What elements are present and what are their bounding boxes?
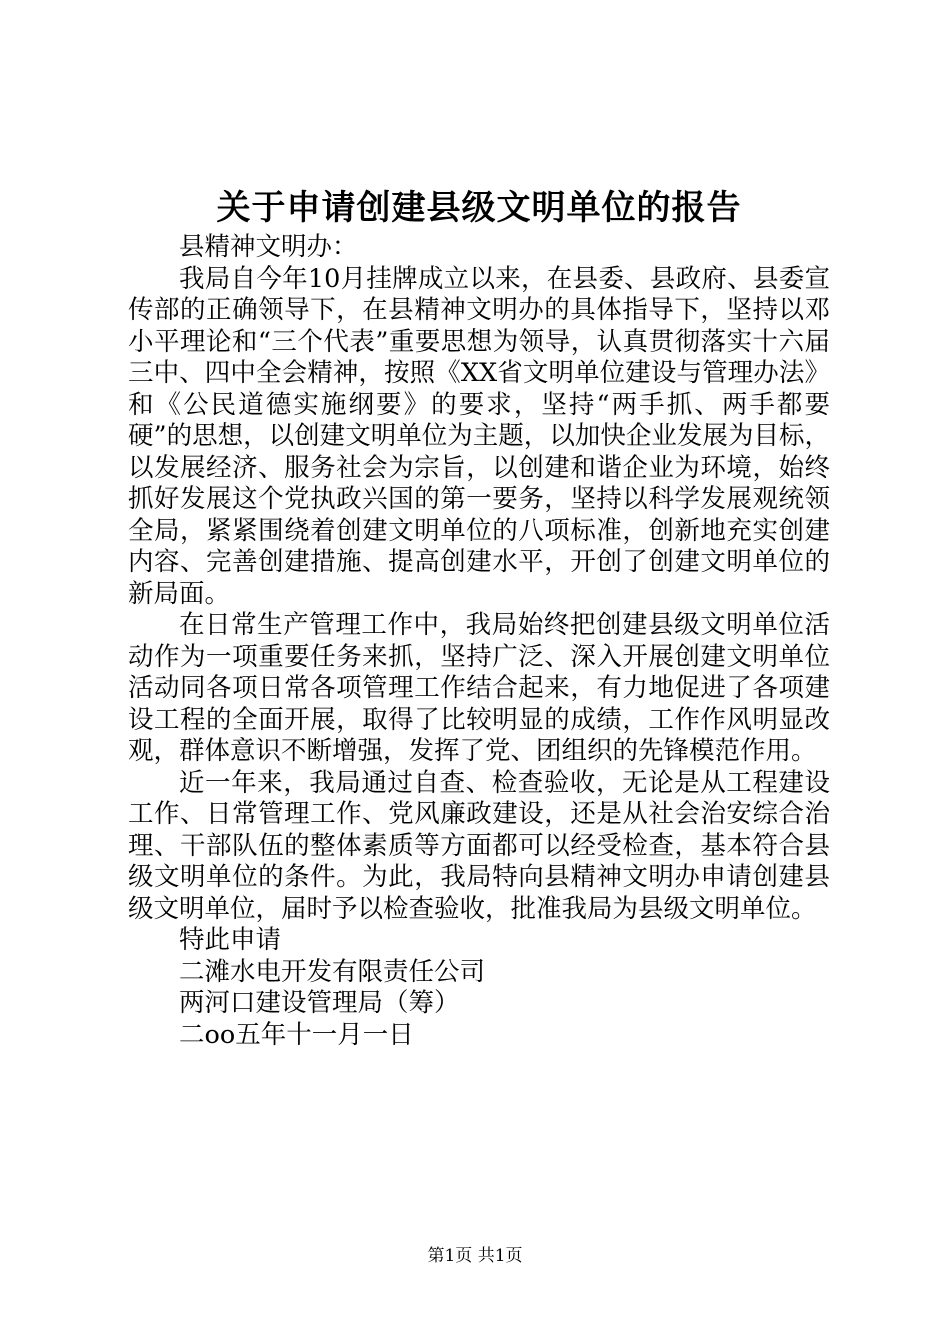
closing-text: 特此申请 xyxy=(179,925,282,955)
document-page xyxy=(128,186,830,1051)
page-indicator: 第1页 共1页 xyxy=(427,1246,523,1266)
signature-bureau: 两河口建设管理局（筹） xyxy=(179,988,460,1018)
document-title: 关于申请创建县级文明单位的报告 xyxy=(216,188,742,228)
salutation: 县精神文明办： xyxy=(179,232,358,262)
body-paragraph-3: 近一年来，我局通过自查、检查验收，无论是从工程建设工作、日常管理工作、党风廉政建设，还是从社会治安综合治理、干部队伍的整体素质等方面都可以经受检查，基本符合县级文明单位的条件。为此，我局特向县精神文明办申请创建县级文明单位，届时予以检查验收，批准我局为县级文明单位。 xyxy=(128,767,830,924)
body-paragraph-2: 在日常生产管理工作中，我局始终把创建县级文明单位活动作为一项重要任务来抓，坚持广泛、深入开展创建文明单位活动同各项日常各项管理工作结合起来，有力地促进了各项建设工程的全面开展，取得了比较明显的成绩，工作作风明显改观，群体意识不断增强，发挥了党、团组织的先锋模范作用。 xyxy=(128,610,830,766)
document-date: 二oo五年十一月一日 xyxy=(179,1019,414,1050)
signature-company: 二滩水电开发有限责任公司 xyxy=(179,956,486,987)
body-paragraph-1: 我局自今年10月挂牌成立以来，在县委、县政府、县委宣传部的正确领导下，在县精神文明办的具体指导下，坚持以邓小平理论和“三个代表”重要思想为领导，认真贯彻落实十六届三中、四中全会精神，按照《XX省文明单位建设与管理办法》和《公民道德实施纲要》的要求，坚持“两手抓、两手都要硬”的思想，以创建文明单位为主题，以加快企业发展为目标，以发展经济、服务社会为宗旨，以创建和谐企业为环境，始终抓好发展这个党执政兴国的第一要务，坚持以科学发展观统领全局，紧紧围绕着创建文明单位的八项标准，创新地充实创建内容、完善创建措施、提高创建水平，开创了创建文明单位的新局面。 xyxy=(128,263,830,609)
